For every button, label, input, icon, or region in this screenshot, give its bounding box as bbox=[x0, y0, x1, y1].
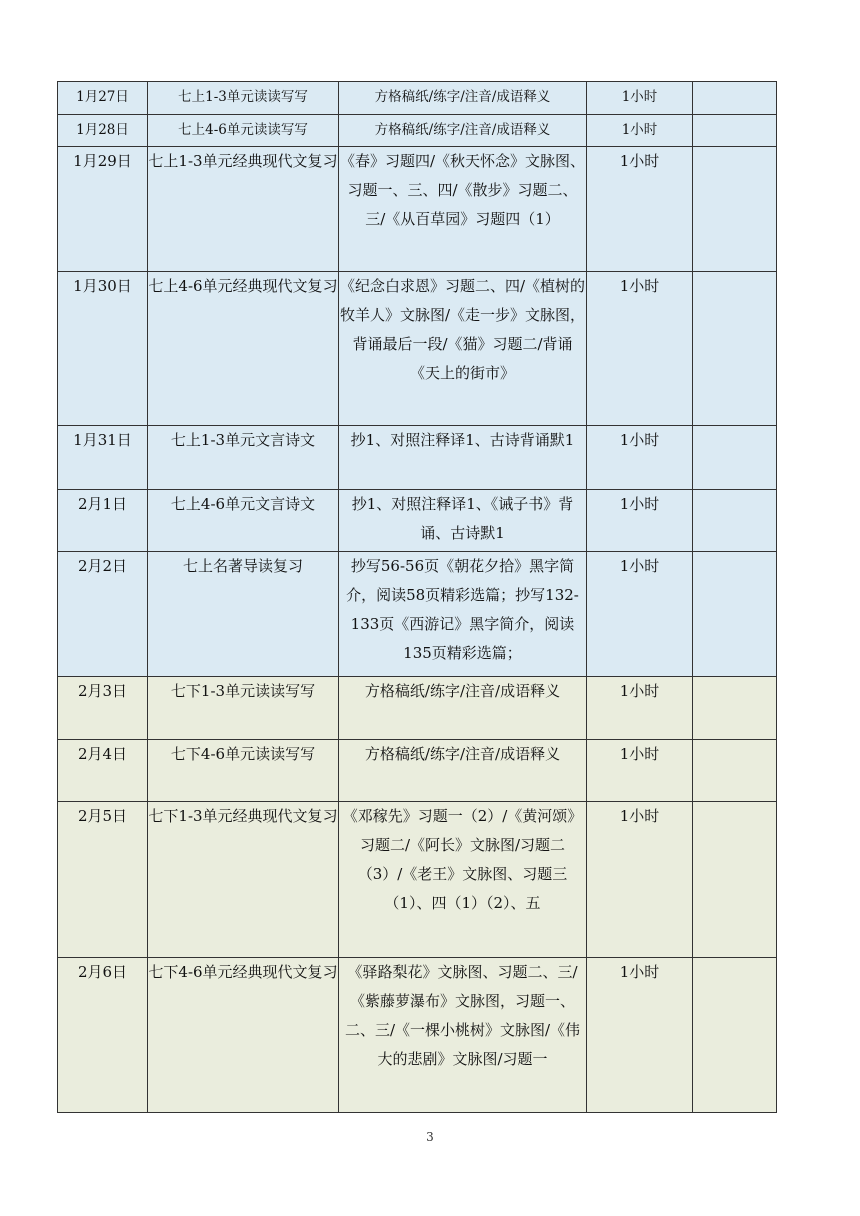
table-row bbox=[58, 147, 777, 272]
note-cell bbox=[693, 426, 777, 490]
time-cell: 1小时 bbox=[587, 958, 693, 1113]
task-cell: 方格稿纸/练字/注音/成语释义 bbox=[339, 740, 587, 802]
task-cell: 方格稿纸/练字/注音/成语释义 bbox=[339, 82, 587, 115]
date-cell: 2月4日 bbox=[58, 740, 148, 802]
task-cell: 方格稿纸/练字/注音/成语释义 bbox=[339, 677, 587, 740]
topic-cell: 七下1-3单元读读写写 bbox=[148, 677, 339, 740]
task-cell: 《邓稼先》习题一（2）/《黄河颂》习题二/《阿长》文脉图/习题二（3）/《老王》文脉图、习题三（1）、四（1）（2）、五 bbox=[339, 802, 587, 958]
task-cell: 抄1、对照注释译1、《诫子书》背诵、古诗默1 bbox=[339, 490, 587, 552]
topic-cell: 七上4-6单元读读写写 bbox=[148, 115, 339, 147]
topic-cell: 七上名著导读复习 bbox=[148, 552, 339, 677]
note-cell bbox=[693, 552, 777, 677]
table-row bbox=[58, 552, 777, 677]
time-cell: 1小时 bbox=[587, 82, 693, 115]
task-cell: 抄1、对照注释译1、古诗背诵默1 bbox=[339, 426, 587, 490]
date-cell: 2月5日 bbox=[58, 802, 148, 958]
table-row bbox=[58, 82, 777, 115]
time-cell: 1小时 bbox=[587, 802, 693, 958]
date-cell: 2月1日 bbox=[58, 490, 148, 552]
date-cell: 2月3日 bbox=[58, 677, 148, 740]
note-cell bbox=[693, 490, 777, 552]
study-plan-table bbox=[57, 81, 777, 1113]
date-cell: 2月2日 bbox=[58, 552, 148, 677]
note-cell bbox=[693, 147, 777, 272]
topic-cell: 七下1-3单元经典现代文复习 bbox=[148, 802, 339, 958]
task-cell: 《驿路梨花》文脉图、习题二、三/《紫藤萝瀑布》文脉图，习题一、二、三/《一棵小桃树》文脉图/《伟大的悲剧》文脉图/习题一 bbox=[339, 958, 587, 1113]
table-row bbox=[58, 115, 777, 147]
time-cell: 1小时 bbox=[587, 490, 693, 552]
page-number: 3 bbox=[426, 1130, 434, 1144]
note-cell bbox=[693, 958, 777, 1113]
topic-cell: 七上1-3单元文言诗文 bbox=[148, 426, 339, 490]
time-cell: 1小时 bbox=[587, 740, 693, 802]
topic-cell: 七上4-6单元经典现代文复习 bbox=[148, 272, 339, 426]
table-row bbox=[58, 958, 777, 1113]
table-row bbox=[58, 490, 777, 552]
task-cell: 方格稿纸/练字/注音/成语释义 bbox=[339, 115, 587, 147]
time-cell: 1小时 bbox=[587, 552, 693, 677]
topic-cell: 七上4-6单元文言诗文 bbox=[148, 490, 339, 552]
date-cell: 2月6日 bbox=[58, 958, 148, 1113]
time-cell: 1小时 bbox=[587, 677, 693, 740]
date-cell: 1月27日 bbox=[58, 82, 148, 115]
task-cell: 《纪念白求恩》习题二、四/《植树的牧羊人》文脉图/《走一步》文脉图，背诵最后一段/《猫》习题二/背诵《天上的街市》 bbox=[339, 272, 587, 426]
table-row bbox=[58, 677, 777, 740]
date-cell: 1月31日 bbox=[58, 426, 148, 490]
table-row bbox=[58, 426, 777, 490]
topic-cell: 七上1-3单元经典现代文复习 bbox=[148, 147, 339, 272]
note-cell bbox=[693, 677, 777, 740]
time-cell: 1小时 bbox=[587, 115, 693, 147]
note-cell bbox=[693, 115, 777, 147]
task-cell: 抄写56-56页《朝花夕拾》黑字简介，阅读58页精彩选篇；抄写132-133页《西游记》黑字简介，阅读135页精彩选篇； bbox=[339, 552, 587, 677]
table-row bbox=[58, 272, 777, 426]
table-row bbox=[58, 802, 777, 958]
table-row bbox=[58, 740, 777, 802]
time-cell: 1小时 bbox=[587, 147, 693, 272]
note-cell bbox=[693, 82, 777, 115]
topic-cell: 七上1-3单元读读写写 bbox=[148, 82, 339, 115]
date-cell: 1月29日 bbox=[58, 147, 148, 272]
topic-cell: 七下4-6单元读读写写 bbox=[148, 740, 339, 802]
note-cell bbox=[693, 740, 777, 802]
topic-cell: 七下4-6单元经典现代文复习 bbox=[148, 958, 339, 1113]
time-cell: 1小时 bbox=[587, 426, 693, 490]
note-cell bbox=[693, 272, 777, 426]
task-cell: 《春》习题四/《秋天怀念》文脉图、习题一、三、四/《散步》习题二、三/《从百草园》习题四（1） bbox=[339, 147, 587, 272]
note-cell bbox=[693, 802, 777, 958]
date-cell: 1月28日 bbox=[58, 115, 148, 147]
time-cell: 1小时 bbox=[587, 272, 693, 426]
date-cell: 1月30日 bbox=[58, 272, 148, 426]
